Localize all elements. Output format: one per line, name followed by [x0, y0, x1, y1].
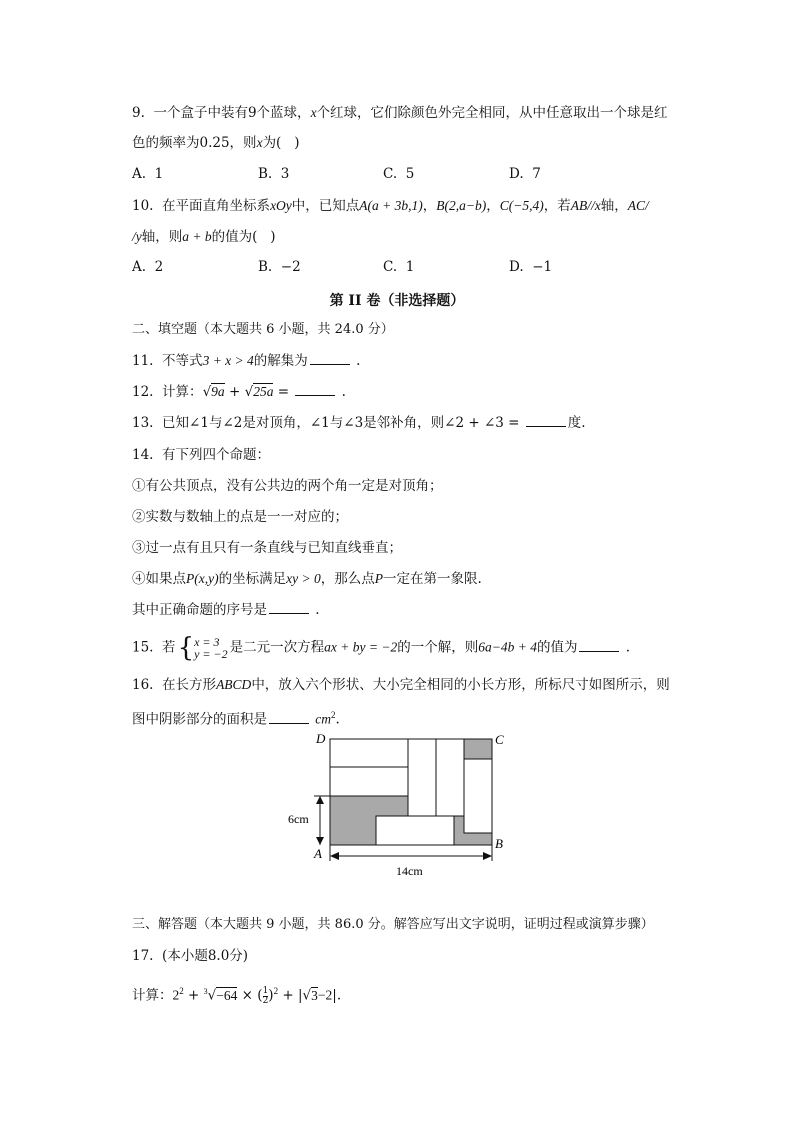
q9-option-c: C. 5 [383, 166, 415, 182]
question-14-item-3: ③过一点有且只有一条直线与已知直线垂直； [132, 540, 402, 556]
answer-blank[interactable] [295, 383, 335, 396]
rectangle-figure [286, 730, 526, 880]
question-12: 12. 计算：√9a + √25a = . [132, 384, 346, 400]
question-17-head: 17. (本小题8.0分) [132, 948, 249, 964]
section-3-heading: 三、解答题（本大题共 9 小题，共 86.0 分。解答应写出文字说明，证明过程或演算步骤） [132, 917, 654, 932]
q9-option-d: D. 7 [509, 166, 541, 182]
small-rectangle [464, 759, 492, 833]
answer-blank[interactable] [269, 601, 309, 614]
small-rectangle [330, 739, 408, 767]
answer-blank[interactable] [579, 639, 619, 652]
width-label: 14cm [396, 864, 423, 878]
q10-option-d: D. −1 [509, 259, 553, 275]
q10-option-c: C. 1 [383, 259, 415, 275]
sqrt-symbol: √ [207, 987, 217, 1004]
question-14-stem: 14. 有下列四个命题： [132, 447, 271, 463]
question-9-line-1: 9. 一个盒子中装有9个蓝球，x个红球，它们除颜色外完全相同，从中任意取出一个球是红 [132, 105, 668, 121]
small-rectangle [376, 816, 454, 845]
label-d: D [316, 731, 326, 746]
q9-option-b: B. 3 [258, 166, 290, 182]
question-17-expression: 计算：$2^2 + ^3√-64$ × ( $\frac{1}{2}$ )$^2$ + |√3−2|. [132, 985, 342, 1006]
answer-blank[interactable] [526, 414, 566, 427]
answer-blank[interactable] [269, 711, 309, 724]
section-2-heading: 二、填空题（本大题共 6 小题，共 24.0 分） [132, 322, 394, 337]
question-10-line-1: 10. 在平面直角坐标系xOy中，已知点A(a + 3b,1)，B(2,a−b)，C(−5,4)，若AB//x轴，AC/ [132, 198, 649, 214]
q10-option-b: B. −2 [258, 259, 301, 275]
part-2-title: 第 II 卷（非选择题） [329, 293, 465, 309]
shaded-region [464, 739, 492, 759]
sqrt-symbol: √ [302, 987, 312, 1004]
small-rectangle [330, 767, 408, 796]
question-13: 13. 已知∠1与∠2是对顶角，∠1与∠3是邻补角，则∠2 + ∠3 = 度. [132, 415, 586, 431]
question-16-line-2: 图中阴影部分的面积是 $cm^2$. [132, 710, 340, 728]
q9-option-a: A. 1 [132, 166, 164, 182]
equation-system: { x = 3 y = −2 [177, 633, 228, 663]
question-16-line-1: 16. 在长方形ABCD中，放入六个形状、大小完全相同的小长方形，所标尺寸如图所示，则 [132, 677, 670, 693]
sqrt-symbol: √ [202, 384, 212, 400]
question-14-item-2: ②实数与数轴上的点是一一对应的； [132, 509, 348, 525]
answer-blank[interactable] [310, 352, 350, 365]
label-a: A [314, 846, 322, 861]
label-c: C [495, 732, 504, 747]
small-rectangle [436, 739, 464, 816]
fraction: $\frac{1}{2}$ [262, 985, 269, 1006]
label-b: B [495, 836, 503, 851]
question-14-item-4: ④如果点P(x,y)的坐标满足xy > 0，那么点P一定在第一象限. [132, 571, 482, 587]
question-15: 15. 若{ x = 3 y = −2 是二元一次方程ax + by = −2的一个解，则6a−4b + 4的值为 . [132, 633, 631, 663]
height-label: 6cm [288, 812, 309, 826]
question-10-line-2: /y轴，则a + b的值为( ) [132, 229, 276, 245]
q10-option-a: A. 2 [132, 259, 164, 275]
question-9-line-2: 色的频率为0.25，则x为( ) [132, 135, 300, 151]
small-rectangle [408, 739, 436, 816]
question-11: 11. 不等式3 + x > 4的解集为 . [132, 353, 361, 369]
sqrt-symbol: √ [244, 384, 254, 400]
question-14-ask: 其中正确命题的序号是 . [132, 602, 320, 618]
question-14-item-1: ①有公共顶点，没有公共边的两个角一定是对顶角； [132, 478, 443, 494]
